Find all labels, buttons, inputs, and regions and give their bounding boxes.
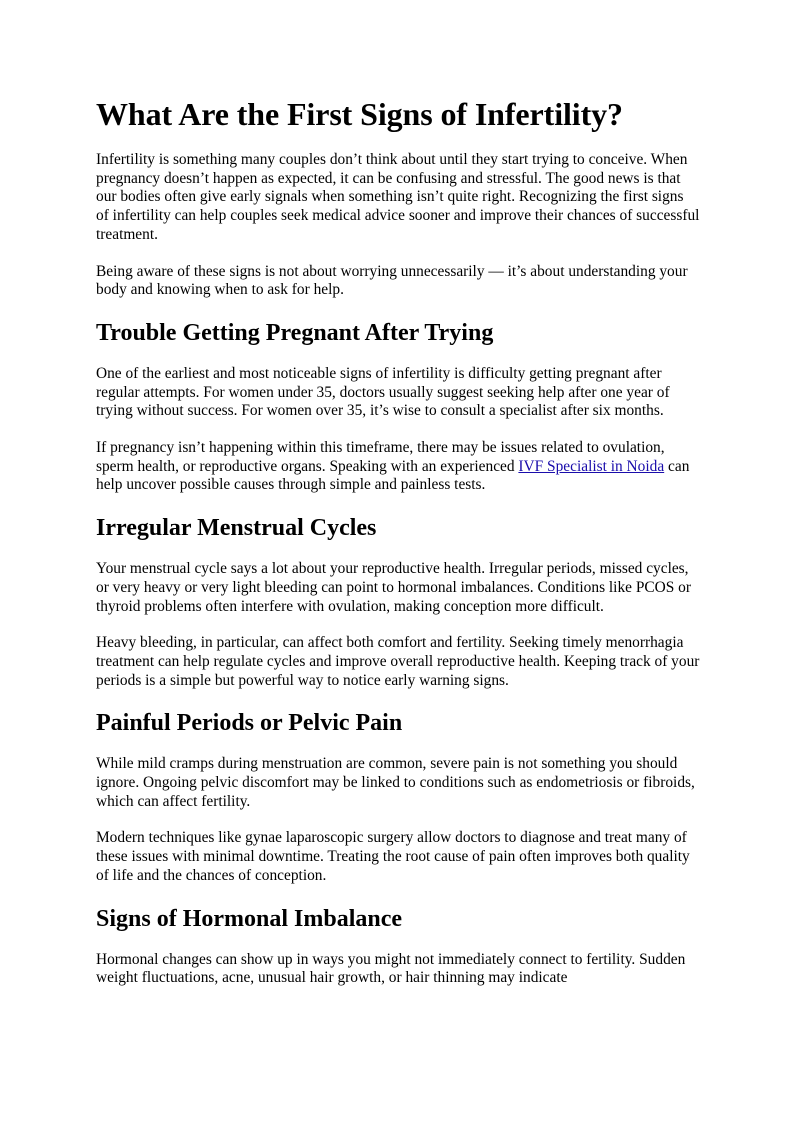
section-trouble-getting-pregnant: [96, 318, 700, 495]
page-title: What Are the First Signs of Infertility?: [96, 96, 623, 132]
section-irregular-menstrual-cycles: [96, 513, 700, 690]
paragraph-text: can help uncover possible causes through simple and painless tests.: [96, 457, 690, 494]
intro-paragraph-1: Infertility is something many couples don’t think about until they start trying to conceive. When pregnancy doesn’t happen as expected, it can be confusing and stressful. The good news is that our bodies often give early signals when something isn’t quite right. Recognizing the first signs of infertility can help couples seek medical advice sooner and improve their chances of successful treatment.: [96, 151, 700, 243]
section-paragraph-with-link: [96, 439, 700, 495]
section-heading: Irregular Menstrual Cycles: [96, 515, 377, 542]
document-page: [96, 94, 700, 1006]
section-paragraph: Modern techniques like gynae laparoscopic surgery allow doctors to diagnose and treat many of these issues with minimal downtime. Treating the root cause of pain often improves both quality of life and the chances of conception.: [96, 829, 690, 884]
ivf-specialist-link[interactable]: IVF Specialist in Noida: [518, 457, 665, 475]
section-heading: Signs of Hormonal Imbalance: [96, 905, 403, 932]
section-paragraph: While mild cramps during menstruation are common, severe pain is not something you should ignore. Ongoing pelvic discomfort may be linked to conditions such as endometriosis or fibroids, which can affect fertility.: [96, 755, 695, 810]
section-painful-periods: [96, 708, 700, 885]
section-paragraph: Hormonal changes can show up in ways you might not immediately connect to fertility. Sudden weight fluctuations, acne, unusual hair growth, or hair thinning may indicate: [96, 950, 686, 987]
section-paragraph: Heavy bleeding, in particular, can affect both comfort and fertility. Seeking timely menorrhagia treatment can help regulate cycles and improve overall reproductive health. Keeping track of your periods is a simple but powerful way to notice early warning signs.: [96, 634, 700, 689]
section-hormonal-imbalance: [96, 904, 700, 988]
paragraph-text: If pregnancy isn’t happening within this timeframe, there may be issues related to ovulation, sperm health, or reproductive organs. Speaking with an experienced: [96, 439, 665, 475]
section-heading: Painful Periods or Pelvic Pain: [96, 710, 403, 737]
section-heading: Trouble Getting Pregnant After Trying: [96, 319, 494, 346]
section-paragraph: Your menstrual cycle says a lot about your reproductive health. Irregular periods, missed cycles, or very heavy or very light bleeding can point to hormonal imbalances. Conditions like PCOS or thyroid problems often interfere with ovulation, making conception more difficult.: [96, 560, 691, 615]
section-paragraph: One of the earliest and most noticeable signs of infertility is difficulty getting pregnant after regular attempts. For women under 35, doctors usually suggest seeking help after one year of trying without success. For women over 35, it’s wise to consult a specialist after six months.: [96, 364, 670, 420]
intro-paragraph-2: Being aware of these signs is not about worrying unnecessarily — it’s about understanding your body and knowing when to ask for help.: [96, 262, 688, 299]
